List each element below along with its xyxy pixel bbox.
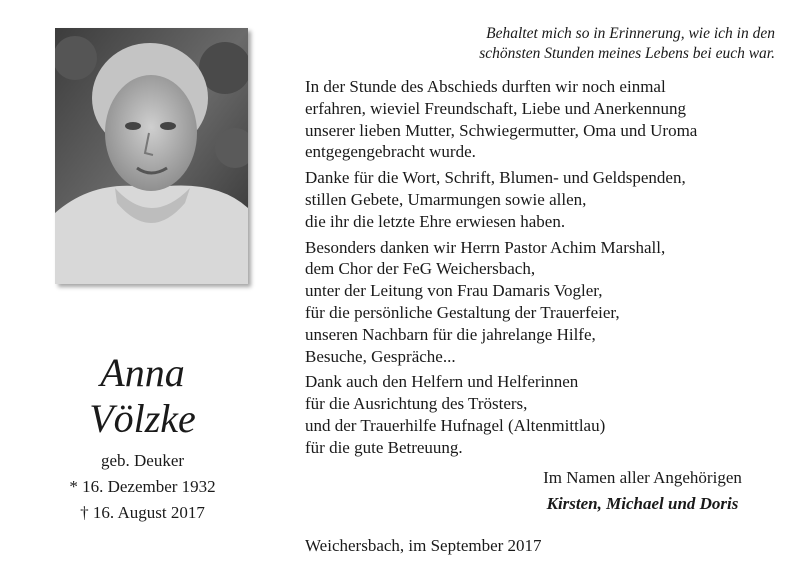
text-line: In der Stunde des Abschieds durften wir noch einmal (305, 77, 666, 96)
signature-intro: Im Namen aller Angehörigen (543, 468, 742, 487)
text-line: Besonders danken wir Herrn Pastor Achim Marshall, (305, 237, 666, 257)
text-line: dem Chor der FeG Weichersbach, (305, 259, 536, 279)
last-name: Völzke (89, 396, 196, 441)
motto-quote (330, 24, 775, 64)
maiden-name: geb. Deuker (100, 451, 185, 470)
death-date: † 16. August 2017 (80, 503, 205, 522)
text-line: unter der Leitung von Frau Damaris Vogler, (305, 281, 603, 301)
signature-names: Kirsten, Michael und Doris (546, 494, 739, 513)
birth-date: * 16. Dezember 1932 (69, 477, 216, 496)
signature-block (505, 465, 780, 517)
paragraph (305, 237, 775, 368)
deceased-name (55, 350, 230, 442)
text-line: für die Ausrichtung des Trösters, (305, 394, 528, 414)
motto-line: Behaltet mich so in Erinnerung, wie ich in den (486, 25, 775, 42)
text-line: und der Trauerhilfe Hufnagel (Altenmittlau) (305, 415, 606, 435)
thanks-text (305, 76, 775, 463)
text-line: Danke für die Wort, Schrift, Blumen- und Geldspenden, (305, 168, 686, 188)
text-line: entgegengebracht wurde. (305, 142, 476, 162)
paragraph (305, 76, 775, 163)
motto-line: schönsten Stunden meines Lebens bei euch war. (479, 45, 775, 62)
text-line: für die persönliche Gestaltung der Trauerfeier, (305, 302, 620, 322)
paragraph (305, 371, 775, 458)
text-line: erfahren, wieviel Freundschaft, Liebe und Anerkennung (305, 98, 686, 118)
text-line: unseren Nachbarn für die jahrelange Hilfe, (305, 324, 596, 344)
first-name: Anna (100, 350, 185, 395)
text-line: stillen Gebete, Umarmungen sowie allen, (305, 189, 587, 209)
portrait-photo (55, 28, 248, 284)
place-date: Weichersbach, im September 2017 (305, 536, 542, 555)
text-line: Dank auch den Helfern und Helferinnen (305, 372, 579, 392)
text-line: unserer lieben Mutter, Schwiegermutter, Oma und Uroma (305, 120, 698, 140)
text-line: Besuche, Gespräche... (305, 346, 456, 366)
paragraph (305, 167, 775, 232)
text-line: für die gute Betreuung. (305, 437, 463, 457)
life-dates (40, 448, 245, 526)
text-line: die ihr die letzte Ehre erwiesen haben. (305, 211, 566, 231)
